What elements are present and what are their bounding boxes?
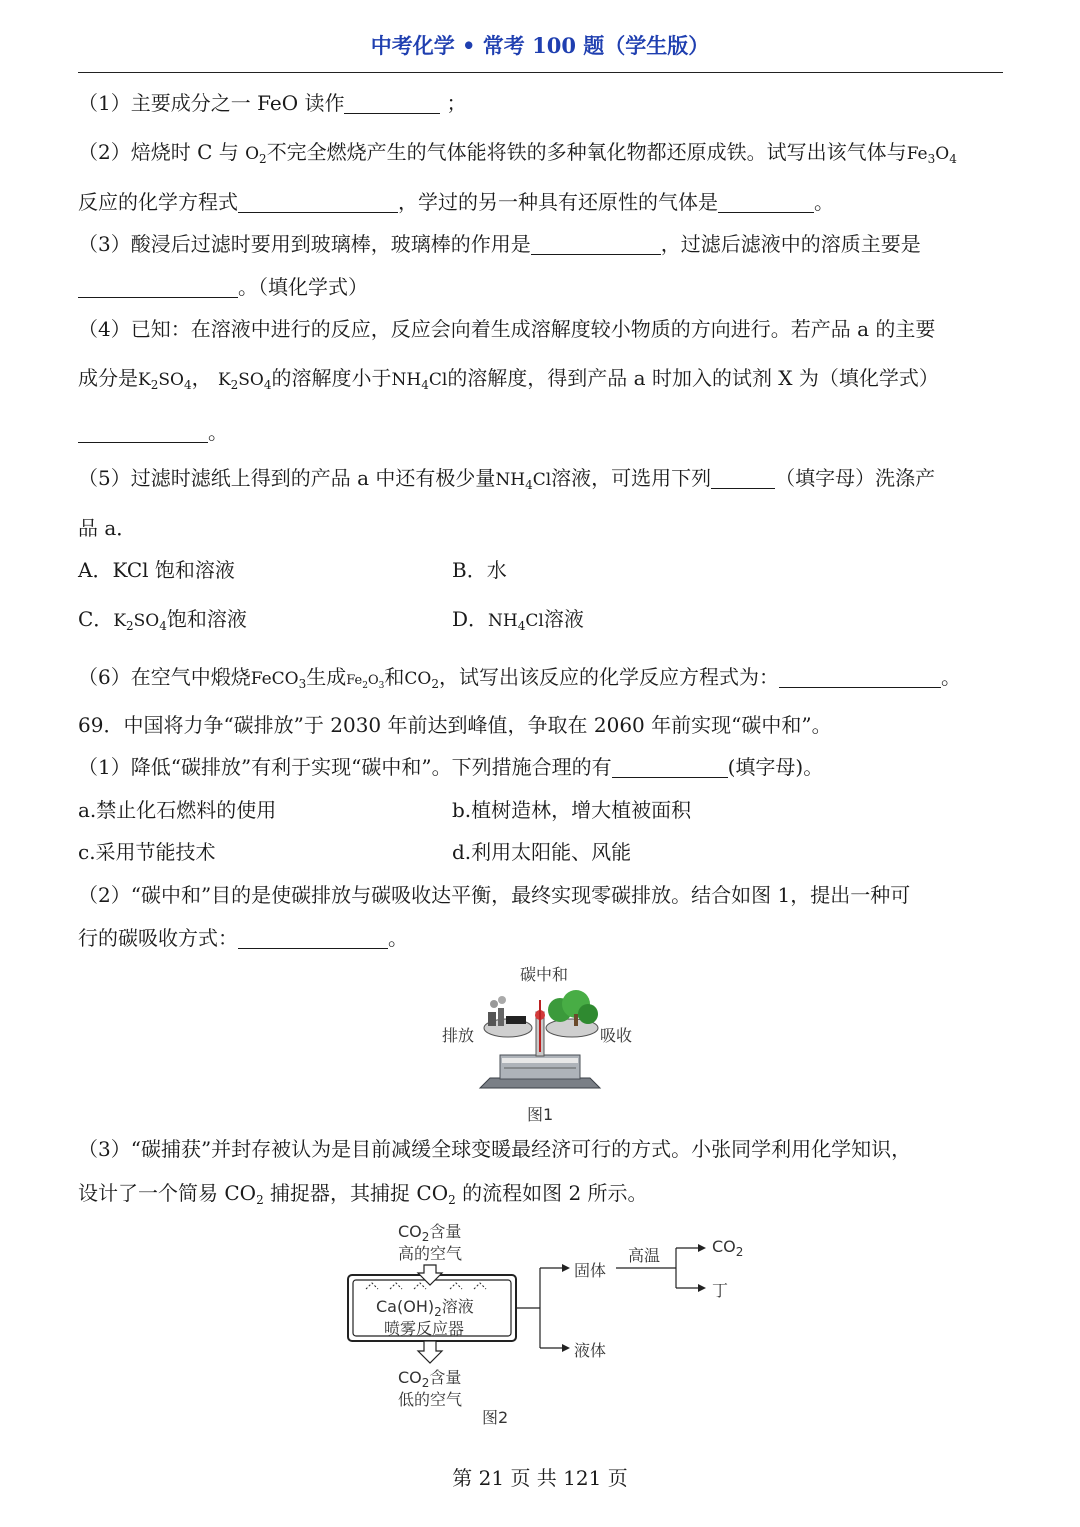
option-c: C．$K_2SO_4$饱和溶液 [78, 607, 247, 633]
answer-blank [78, 277, 238, 298]
figure-2-flowchart [340, 1215, 760, 1430]
figure-1-label-left: 排放 [442, 1026, 475, 1045]
question-part-2-line1: （2）焙烧时 C 与 $O_2$不完全燃烧产生的气体能将铁的多种氧化物都还原成铁。试写出该气体与$Fe_3O_4$ [78, 140, 957, 166]
figure-1-label-right: 吸收 [600, 1026, 633, 1045]
question-part-4-line3: 。 [78, 416, 228, 445]
flow-product-d: 丁 [712, 1281, 729, 1300]
option-d: D．$NH_4Cl$溶液 [452, 607, 584, 633]
flow-input-line2: 高的空气 [398, 1244, 463, 1263]
flow-reactor-line1: $Ca(OH)_2$溶液 [376, 1297, 474, 1319]
answer-blank [531, 234, 661, 255]
answer-blank [238, 192, 398, 213]
question-part-5-line2: 品 a． [78, 516, 137, 540]
question-part-5-line1: （5）过滤时滤纸上得到的产品 a 中还有极少量$NH_4Cl$溶液，可选用下列 （填字母）洗涤产 [78, 466, 936, 492]
flow-reactor-line2: 喷雾反应器 [384, 1319, 465, 1338]
header-divider [78, 72, 1003, 73]
question-part-3-line1: （3）酸浸后过滤时要用到玻璃棒，玻璃棒的作用是 ，过滤后滤液中的溶质主要是 [78, 232, 921, 256]
flow-solid: 固体 [574, 1261, 607, 1280]
document-header-title: 中考化学 • 常考 100 题（学生版） [370, 33, 710, 58]
figure-1-caption: 图1 [527, 1105, 554, 1124]
question-part-2-line2: 反应的化学方程式 ，学过的另一种具有还原性的气体是 。 [78, 190, 834, 214]
question-part-4-line1: （4）已知：在溶液中进行的反应，反应会向着生成溶解度较小物质的方向进行。若产品 a 的主要 [78, 317, 936, 341]
page-number: 第 21 页 共 121 页 [452, 1466, 628, 1490]
figure-2-caption: 图2 [482, 1408, 509, 1427]
answer-blank [711, 468, 775, 489]
flow-output-line1: $CO_2$含量 [398, 1368, 462, 1390]
flow-output-line2: 低的空气 [398, 1390, 463, 1409]
question-part-6: （6）在空气中煅烧FeCO$_3$生成$Fe_2O_3$和$CO_2$，试写出该反应的化学反应方程式为： 。 [78, 665, 961, 691]
flow-liquid: 液体 [574, 1341, 607, 1360]
answer-blank [718, 192, 814, 213]
answer-blank [612, 757, 728, 778]
figure-1-balance [430, 960, 650, 1125]
question-part-3-line2: 。（填化学式） [78, 271, 368, 300]
q69-option-d: d.利用太阳能、风能 [452, 840, 632, 864]
answer-blank [344, 93, 440, 114]
q69-option-c: c.采用节能技术 [78, 840, 216, 864]
q69-option-a: a.禁止化石燃料的使用 [78, 798, 277, 822]
answer-blank [779, 667, 941, 688]
flow-product-co2: $CO_2$ [712, 1237, 744, 1259]
option-a: A．KCl 饱和溶液 [78, 558, 235, 582]
question-69-stem: 69．中国将力争“碳排放”于 2030 年前达到峰值，争取在 2060 年前实现“碳中和”。 [78, 713, 832, 737]
question-part-1: （1）主要成分之一 FeO 读作 ； [78, 91, 467, 115]
q69-option-b: b.植树造林，增大植被面积 [452, 798, 692, 822]
figure-1-label-top: 碳中和 [520, 965, 569, 984]
answer-blank [238, 928, 388, 949]
question-69-part-3-line1: （3）“碳捕获”并封存被认为是目前减缓全球变暖最经济可行的方式。小张同学利用化学知识， [78, 1137, 912, 1161]
option-b: B．水 [452, 558, 507, 582]
question-part-4-line2: 成分是$K_2SO_4$， $K_2SO_4$的溶解度小于$NH_4Cl$的溶解度，得到产品 a 时加入的试剂 X 为（填化学式） [78, 366, 939, 392]
question-69-part-1: （1）降低“碳排放”有利于实现“碳中和”。下列措施合理的有 (填字母)。 [78, 755, 824, 779]
question-69-part-3-line2: 设计了一个简易 $CO_2$ 捕捉器，其捕捉 $CO_2$ 的流程如图 2 所示。 [78, 1181, 648, 1207]
flow-high-temp: 高温 [628, 1246, 661, 1265]
answer-blank [78, 422, 208, 443]
part1-text: （1）主要成分之一 FeO 读作 [78, 91, 345, 115]
question-69-part-2-line2: 行的碳吸收方式： 。 [78, 926, 408, 950]
flow-input-line1: $CO_2$含量 [398, 1222, 462, 1244]
question-69-part-2-line1: （2）“碳中和”目的是使碳排放与碳吸收达平衡，最终实现零碳排放。结合如图 1，提出一种可 [78, 883, 911, 907]
